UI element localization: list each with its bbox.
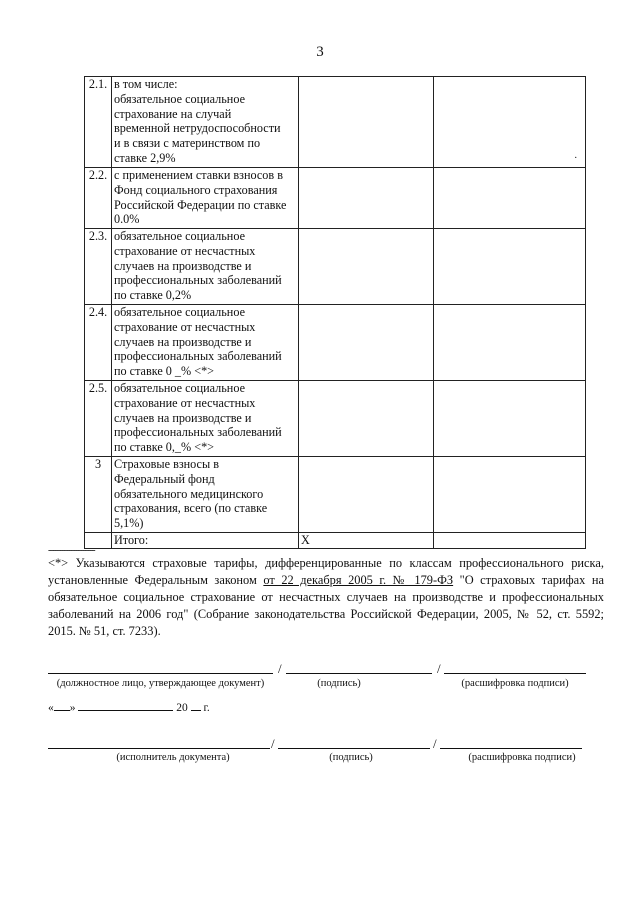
row-number: 2.5.: [85, 381, 112, 457]
description-line: страхование от несчастных: [114, 395, 256, 410]
day-blank[interactable]: [54, 700, 70, 711]
approver-decoding-line[interactable]: [444, 673, 586, 674]
total-amount-cell: X: [299, 533, 434, 549]
law-reference-link[interactable]: от 22 декабря 2005 г. № 179-ФЗ: [263, 573, 454, 587]
year-blank[interactable]: [191, 700, 201, 711]
year-prefix: 20: [176, 702, 188, 714]
table-row: [85, 381, 586, 457]
executor-position-line[interactable]: [48, 748, 270, 749]
description-line: профессиональных заболеваний: [114, 425, 282, 440]
approver-position-line[interactable]: [48, 673, 273, 674]
row-description: [112, 381, 299, 457]
table-row: [85, 229, 586, 305]
description-line: 0.0%: [114, 212, 140, 227]
approver-signature-label: (подпись): [317, 678, 361, 689]
row-number: 2.1.: [85, 77, 112, 168]
page-number: 3: [316, 44, 324, 60]
row-description: [112, 168, 299, 229]
month-blank[interactable]: [78, 700, 173, 711]
separator: /: [437, 661, 441, 676]
executor-decoding-line[interactable]: [440, 748, 582, 749]
table-row: [85, 457, 586, 533]
description-line: временной нетрудоспособности: [114, 121, 281, 136]
speck-mark: .: [574, 150, 577, 161]
row-description: [112, 229, 299, 305]
row-description: [112, 457, 299, 533]
amount-cell: [434, 457, 586, 533]
amount-cell: [299, 168, 434, 229]
table-row: [85, 305, 586, 381]
amount-cell: [434, 229, 586, 305]
description-line: и в связи с материнством по: [114, 136, 261, 151]
contributions-table: [84, 76, 586, 549]
amount-cell: [299, 305, 434, 381]
row-number: 2.2.: [85, 168, 112, 229]
description-line: страхование от несчастных: [114, 243, 256, 258]
amount-cell: [299, 77, 434, 168]
quote-open: «: [48, 702, 54, 714]
approver-signature-line[interactable]: [286, 673, 432, 674]
amount-cell: [434, 305, 586, 381]
footnote-rule: --------------------: [48, 545, 95, 556]
description-line: Страховые взносы в: [114, 457, 219, 471]
description-line: профессиональных заболеваний: [114, 349, 282, 364]
description-line: профессиональных заболеваний: [114, 273, 282, 288]
amount-cell: [299, 381, 434, 457]
executor-decoding-label: (расшифровка подписи): [468, 752, 576, 763]
description-line: обязательное социальное: [114, 381, 245, 395]
separator: /: [433, 736, 437, 751]
amount-cell: [299, 229, 434, 305]
approver-decoding-label: (расшифровка подписи): [461, 678, 569, 689]
table-row: [85, 77, 586, 168]
amount-cell: [434, 77, 586, 168]
description-line: обязательное социальное: [114, 305, 245, 319]
description-line: страхования, всего (по ставке: [114, 501, 268, 516]
amount-cell: [299, 457, 434, 533]
description-line: страхование от несчастных: [114, 319, 256, 334]
row-description: [112, 305, 299, 381]
description-line: случаев на производстве и: [114, 258, 252, 273]
description-line: ставке 2,9%: [114, 150, 176, 165]
date-line: [48, 700, 210, 714]
description-line: страхование на случай: [114, 106, 232, 121]
description-line: обязательного медицинского: [114, 486, 264, 501]
row-number: 2.4.: [85, 305, 112, 381]
quote-close: »: [69, 702, 76, 714]
row-number: 3: [85, 457, 112, 533]
amount-cell: [434, 168, 586, 229]
executor-signature-label: (подпись): [329, 752, 373, 763]
description-line: случаев на производстве и: [114, 334, 252, 349]
total-amount-cell: [434, 533, 586, 549]
year-suffix: г.: [203, 702, 210, 714]
footnote-part: <*> Указываются страховые тарифы, дифференцированные по классам профессионального риска, установленные Федеральным законом: [48, 556, 604, 587]
description-line: по ставке 0 _% <*>: [114, 364, 215, 379]
footnote-part: "О страховых тарифах на обязательное социальное страхование от несчастных случаев на производстве и профессиональных заболеваний на 2006 год" (Собрание законодательства Российской Федерации, 2005, № 52, ст. 5592; 2015. № 51, ст. 7233).: [48, 573, 604, 638]
description-line: Фонд социального страхования: [114, 182, 278, 197]
description-line: обязательное социальное: [114, 91, 245, 106]
description-line: случаев на производстве и: [114, 410, 252, 425]
description-line: Федеральный фонд: [114, 471, 215, 486]
total-row: [85, 533, 586, 549]
separator: /: [278, 661, 282, 676]
description-line: в том числе:: [114, 77, 178, 91]
executor-signature-line[interactable]: [278, 748, 430, 749]
description-line: по ставке 0,2%: [114, 288, 192, 303]
table-row: [85, 168, 586, 229]
footnote-text: [48, 555, 604, 640]
description-line: по ставке 0,_% <*>: [114, 440, 215, 455]
description-line: Российской Федерации по ставке: [114, 197, 287, 212]
amount-cell: [434, 381, 586, 457]
row-number: 2.3.: [85, 229, 112, 305]
description-line: 5,1%): [114, 516, 144, 531]
description-line: обязательное социальное: [114, 229, 245, 243]
approver-position-label: (должностное лицо, утверждающее документ): [56, 678, 265, 689]
total-label: Итого:: [112, 533, 299, 549]
executor-position-label: (исполнитель документа): [116, 752, 230, 763]
separator: /: [271, 736, 275, 751]
description-line: с применением ставки взносов в: [114, 168, 283, 182]
row-description: [112, 77, 299, 168]
